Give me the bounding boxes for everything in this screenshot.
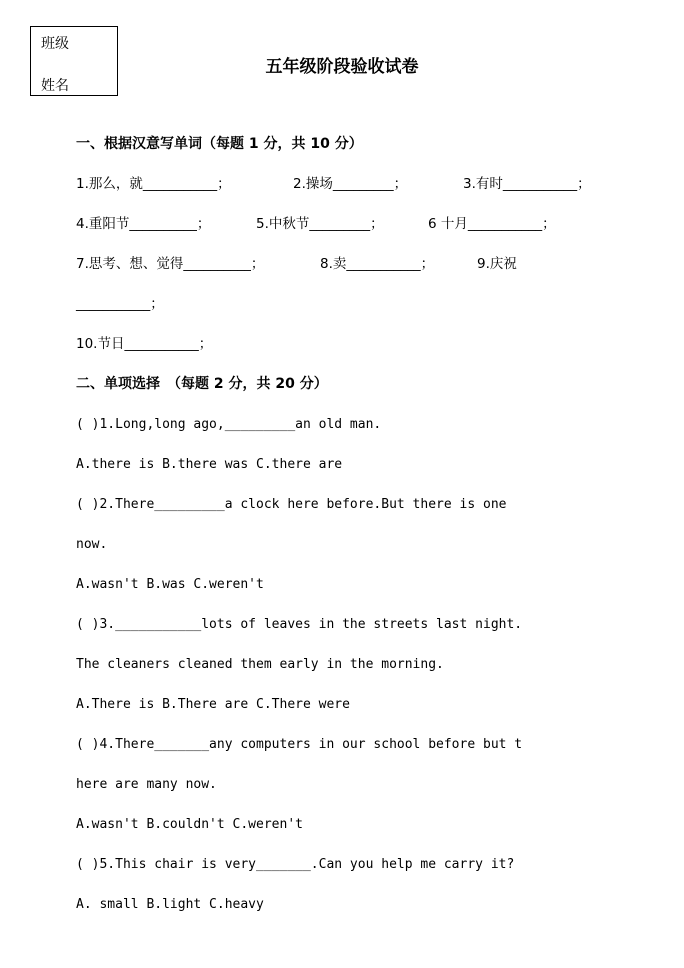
question-2-cont: now. — [76, 537, 108, 552]
question-4: ( )4.There_______any computers in our school before but t — [76, 737, 523, 752]
question-5-options: A. small B.light C.heavy — [76, 897, 264, 912]
question-4-options: A.wasn't B.couldn't C.weren't — [76, 817, 303, 832]
question-2-options: A.wasn't B.was C.weren't — [76, 577, 264, 592]
vocab-item-2: 2.操场_________； — [293, 176, 408, 192]
class-label: 班级 — [41, 36, 69, 52]
vocab-item-6: 6 十月___________； — [428, 216, 556, 232]
section1-heading: 一、根据汉意写单词（每题 1 分，共 10 分） — [76, 136, 363, 152]
name-label: 姓名 — [41, 78, 69, 94]
question-5: ( )5.This chair is very_______.Can you help me carry it? — [76, 857, 515, 872]
vocab-item-5: 5.中秋节_________； — [256, 216, 384, 232]
vocab-item-10: 10.节日___________； — [76, 336, 213, 352]
vocab-item-1: 1.那么，就___________； — [76, 176, 231, 192]
question-4-cont: here are many now. — [76, 777, 217, 792]
question-3: ( )3.___________lots of leaves in the streets last night. — [76, 617, 523, 632]
vocab-item-4: 4.重阳节__________； — [76, 216, 211, 232]
vocab-item-3: 3.有时___________； — [463, 176, 591, 192]
section2-heading: 二、单项选择 （每题 2 分，共 20 分） — [76, 376, 328, 392]
page-title: 五年级阶段验收试卷 — [265, 57, 419, 77]
vocab-item-8: 8.卖___________； — [320, 256, 435, 272]
question-1: ( )1.Long,long ago,_________an old man. — [76, 417, 382, 432]
question-3-cont: The cleaners cleaned them early in the morning. — [76, 657, 444, 672]
vocab-item-9-blank: ___________； — [76, 296, 164, 312]
question-1-options: A.there is B.there was C.there are — [76, 457, 343, 472]
vocab-item-7: 7.思考、想、觉得__________； — [76, 256, 265, 272]
vocab-item-9: 9.庆祝 — [477, 256, 517, 272]
question-2: ( )2.There_________a clock here before.But there is one — [76, 497, 507, 512]
question-3-options: A.There is B.There are C.There were — [76, 697, 350, 712]
